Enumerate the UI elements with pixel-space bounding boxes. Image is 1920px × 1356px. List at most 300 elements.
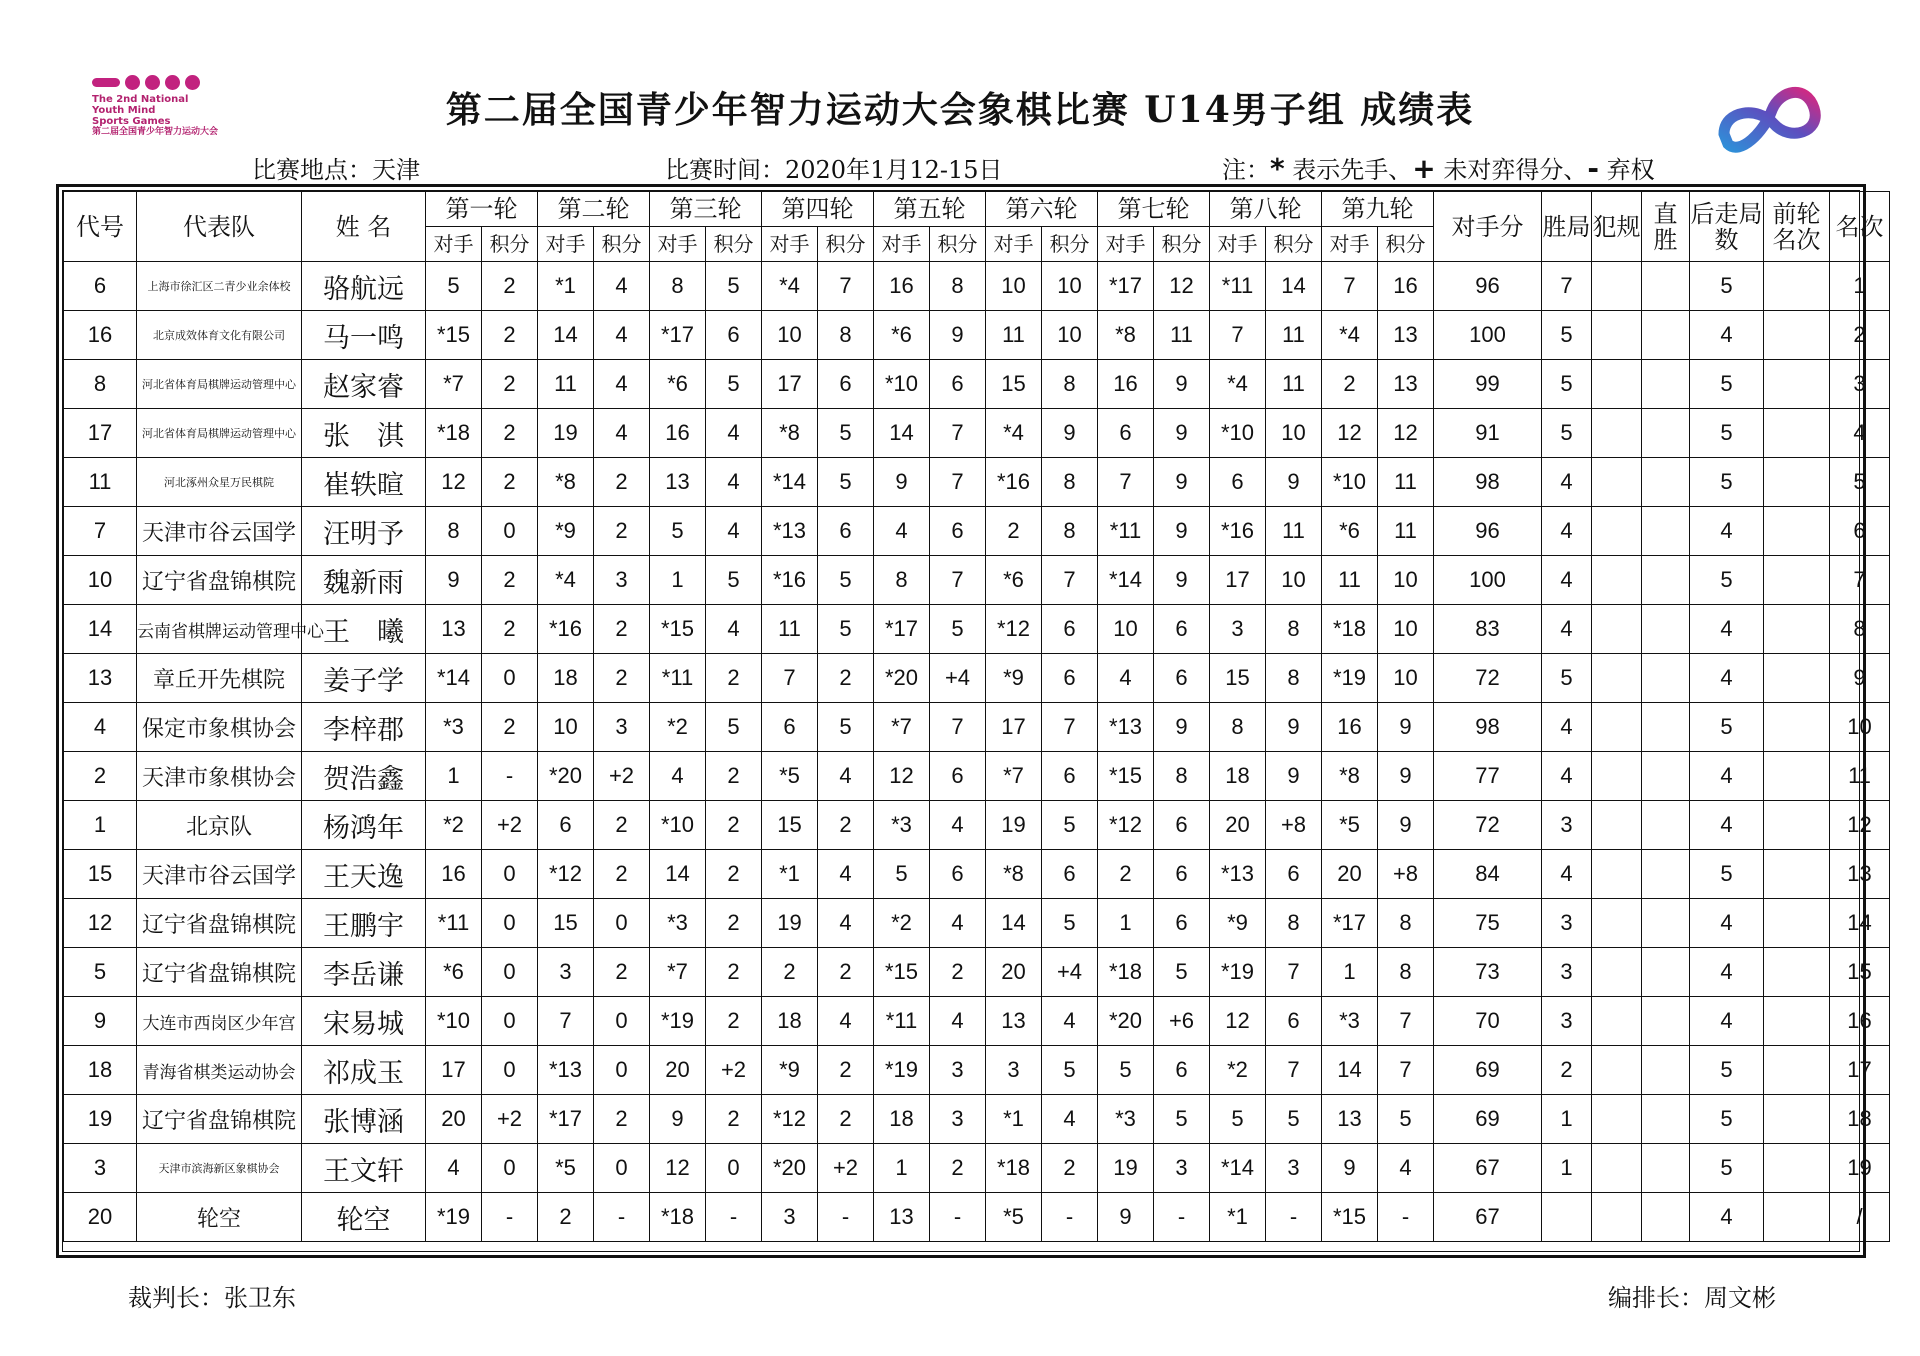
- round-points: 5: [1266, 1095, 1322, 1144]
- round-opponent: 8: [1210, 703, 1266, 752]
- round-points: 14: [1266, 262, 1322, 311]
- round-opponent: 9: [1322, 1144, 1378, 1193]
- foul-count: [1592, 507, 1642, 556]
- team-name: 大连市西岗区少年宫: [137, 997, 302, 1046]
- round-opponent: 4: [1098, 654, 1154, 703]
- round-opponent: 8: [650, 262, 706, 311]
- col-code-header: 代号: [64, 192, 137, 262]
- player-name: 杨鸿年: [302, 801, 426, 850]
- round-opponent: 20: [1210, 801, 1266, 850]
- round-points: 5: [818, 605, 874, 654]
- round-header: 第八轮: [1210, 192, 1322, 227]
- round-points: 2: [930, 948, 986, 997]
- previous-rank: [1764, 801, 1830, 850]
- opponent-score: 69: [1434, 1095, 1542, 1144]
- round-opponent: *3: [426, 703, 482, 752]
- table-row: [64, 948, 1890, 997]
- round-points: 9: [1266, 458, 1322, 507]
- opponent-score: 98: [1434, 703, 1542, 752]
- round-points: 9: [1154, 703, 1210, 752]
- round-points: 2: [594, 458, 650, 507]
- final-rank: 2: [1830, 311, 1890, 360]
- wins-count: 4: [1542, 556, 1592, 605]
- round-points: 2: [594, 605, 650, 654]
- round-points: 9: [1042, 409, 1098, 458]
- col-rank-header: 名次: [1830, 192, 1890, 262]
- table-row: [64, 654, 1890, 703]
- direct-wins: [1642, 458, 1690, 507]
- round-points: 8: [1266, 605, 1322, 654]
- round-points: 2: [594, 654, 650, 703]
- second-move-count: 4: [1690, 507, 1764, 556]
- round-points: 5: [818, 703, 874, 752]
- opponent-score: 96: [1434, 507, 1542, 556]
- round-opponent: *16: [762, 556, 818, 605]
- round-points: 8: [1378, 948, 1434, 997]
- round-opponent: 5: [1098, 1046, 1154, 1095]
- direct-wins: [1642, 409, 1690, 458]
- round-points: 2: [594, 801, 650, 850]
- round-points: 11: [1154, 311, 1210, 360]
- round-points: 2: [594, 507, 650, 556]
- logo-cn: 第二届全国青少年智力运动大会: [92, 127, 219, 137]
- round-opponent: 1: [426, 752, 482, 801]
- round-points: 4: [930, 899, 986, 948]
- round-opponent: *18: [426, 409, 482, 458]
- round-points: 6: [1154, 899, 1210, 948]
- round-opponent: 5: [1210, 1095, 1266, 1144]
- table-row: [64, 899, 1890, 948]
- round-points: 10: [1378, 605, 1434, 654]
- round-opponent: 12: [1210, 997, 1266, 1046]
- round-opponent: 16: [1098, 360, 1154, 409]
- table-row: [64, 458, 1890, 507]
- round-points: 9: [1266, 752, 1322, 801]
- round-points: -: [1266, 1193, 1322, 1242]
- second-move-count: 5: [1690, 556, 1764, 605]
- player-name: 骆航远: [302, 262, 426, 311]
- round-opponent: 7: [1322, 262, 1378, 311]
- round-points: -: [1154, 1193, 1210, 1242]
- round-opponent: *14: [426, 654, 482, 703]
- round-points: 2: [706, 899, 762, 948]
- round-opponent: 19: [538, 409, 594, 458]
- round-points: 4: [594, 262, 650, 311]
- round-opponent: 5: [650, 507, 706, 556]
- team-name: 河北省体育局棋牌运动管理中心: [137, 409, 302, 458]
- direct-wins: [1642, 507, 1690, 556]
- points-subheader: 积分: [706, 227, 762, 262]
- round-points: 2: [482, 360, 538, 409]
- round-points: 12: [1378, 409, 1434, 458]
- foul-count: [1592, 409, 1642, 458]
- round-opponent: 18: [874, 1095, 930, 1144]
- round-points: 2: [706, 1095, 762, 1144]
- round-points: +8: [1378, 850, 1434, 899]
- round-points: 10: [1042, 262, 1098, 311]
- round-opponent: *19: [874, 1046, 930, 1095]
- foul-count: [1592, 360, 1642, 409]
- round-points: 2: [594, 850, 650, 899]
- round-opponent: *11: [1098, 507, 1154, 556]
- round-opponent: *3: [874, 801, 930, 850]
- player-name: 魏新雨: [302, 556, 426, 605]
- round-points: 6: [706, 311, 762, 360]
- round-points: 11: [1266, 360, 1322, 409]
- player-code: 20: [64, 1193, 137, 1242]
- foul-count: [1592, 703, 1642, 752]
- star-symbol: *: [1270, 152, 1285, 185]
- round-opponent: *8: [986, 850, 1042, 899]
- round-opponent: 12: [874, 752, 930, 801]
- match-time: 比赛时间：2020年1月12-15日: [665, 156, 1003, 184]
- round-points: 6: [1042, 850, 1098, 899]
- final-rank: 18: [1830, 1095, 1890, 1144]
- round-opponent: 2: [1098, 850, 1154, 899]
- round-points: 2: [594, 948, 650, 997]
- final-rank: 8: [1830, 605, 1890, 654]
- round-points: 5: [706, 556, 762, 605]
- round-header: 第四轮: [762, 192, 874, 227]
- player-name: 李岳谦: [302, 948, 426, 997]
- previous-rank: [1764, 262, 1830, 311]
- round-opponent: *1: [538, 262, 594, 311]
- second-move-count: 4: [1690, 1193, 1764, 1242]
- second-move-count: 4: [1690, 801, 1764, 850]
- round-opponent: *4: [762, 262, 818, 311]
- round-opponent: 16: [426, 850, 482, 899]
- round-opponent: *17: [1098, 262, 1154, 311]
- player-name: 张 淇: [302, 409, 426, 458]
- opponent-subheader: 对手: [986, 227, 1042, 262]
- round-opponent: *16: [986, 458, 1042, 507]
- player-code: 13: [64, 654, 137, 703]
- team-name: 河北涿州众星万民棋院: [137, 458, 302, 507]
- round-opponent: *18: [986, 1144, 1042, 1193]
- player-code: 4: [64, 703, 137, 752]
- second-move-count: 5: [1690, 850, 1764, 899]
- wins-count: 1: [1542, 1095, 1592, 1144]
- round-points: 5: [706, 262, 762, 311]
- round-points: +8: [1266, 801, 1322, 850]
- round-points: 0: [482, 1046, 538, 1095]
- round-opponent: *18: [1098, 948, 1154, 997]
- final-rank: 3: [1830, 360, 1890, 409]
- foul-count: [1592, 654, 1642, 703]
- round-points: 0: [706, 1144, 762, 1193]
- final-rank: 10: [1830, 703, 1890, 752]
- round-points: 6: [930, 507, 986, 556]
- points-subheader: 积分: [1042, 227, 1098, 262]
- team-name: 辽宁省盘锦棋院: [137, 1095, 302, 1144]
- page-title: 第二届全国青少年智力运动大会象棋比赛 U14男子组 成绩表: [445, 89, 1475, 131]
- round-opponent: *10: [426, 997, 482, 1046]
- team-name: 保定市象棋协会: [137, 703, 302, 752]
- round-opponent: 19: [1098, 1144, 1154, 1193]
- round-points: 6: [1154, 654, 1210, 703]
- scheduler: 编排长：周文彬: [1608, 1284, 1776, 1312]
- round-points: 0: [594, 1046, 650, 1095]
- round-points: 8: [930, 262, 986, 311]
- round-points: 4: [594, 360, 650, 409]
- second-move-count: 4: [1690, 899, 1764, 948]
- round-points: 5: [818, 556, 874, 605]
- points-subheader: 积分: [482, 227, 538, 262]
- round-points: 8: [1266, 899, 1322, 948]
- round-points: 2: [706, 752, 762, 801]
- round-points: 11: [1266, 507, 1322, 556]
- round-opponent: *9: [538, 507, 594, 556]
- match-location: 比赛地点：天津: [252, 156, 420, 184]
- round-points: 9: [1154, 507, 1210, 556]
- previous-rank: [1764, 1193, 1830, 1242]
- round-points: 2: [482, 605, 538, 654]
- round-opponent: *17: [874, 605, 930, 654]
- round-opponent: *11: [874, 997, 930, 1046]
- round-opponent: 20: [1322, 850, 1378, 899]
- player-code: 10: [64, 556, 137, 605]
- team-name: 天津市谷云国学: [137, 850, 302, 899]
- table-row: [64, 360, 1890, 409]
- round-opponent: *4: [538, 556, 594, 605]
- round-points: 11: [1378, 507, 1434, 556]
- round-opponent: 4: [426, 1144, 482, 1193]
- round-points: 7: [1266, 948, 1322, 997]
- round-points: 7: [930, 556, 986, 605]
- round-points: +2: [482, 1095, 538, 1144]
- round-points: +4: [930, 654, 986, 703]
- second-move-count: 5: [1690, 1095, 1764, 1144]
- player-code: 18: [64, 1046, 137, 1095]
- opponent-subheader: 对手: [1098, 227, 1154, 262]
- player-name: 王鹏宇: [302, 899, 426, 948]
- round-opponent: *7: [874, 703, 930, 752]
- round-points: -: [1378, 1193, 1434, 1242]
- round-opponent: 7: [538, 997, 594, 1046]
- round-opponent: 8: [426, 507, 482, 556]
- round-points: 7: [818, 262, 874, 311]
- team-name: 河北省体育局棋牌运动管理中心: [137, 360, 302, 409]
- direct-wins: [1642, 556, 1690, 605]
- round-points: 6: [818, 360, 874, 409]
- round-opponent: *5: [538, 1144, 594, 1193]
- player-code: 8: [64, 360, 137, 409]
- table-row: [64, 1046, 1890, 1095]
- round-opponent: 14: [1322, 1046, 1378, 1095]
- round-opponent: 8: [874, 556, 930, 605]
- direct-wins: [1642, 1046, 1690, 1095]
- round-opponent: 17: [426, 1046, 482, 1095]
- previous-rank: [1764, 458, 1830, 507]
- round-opponent: 11: [762, 605, 818, 654]
- player-code: 5: [64, 948, 137, 997]
- round-opponent: *20: [538, 752, 594, 801]
- wins-count: 5: [1542, 311, 1592, 360]
- round-points: 6: [930, 850, 986, 899]
- player-name: 赵家睿: [302, 360, 426, 409]
- round-points: 7: [930, 703, 986, 752]
- opponent-score: 100: [1434, 311, 1542, 360]
- points-subheader: 积分: [818, 227, 874, 262]
- round-points: 0: [482, 948, 538, 997]
- player-name: 姜子学: [302, 654, 426, 703]
- round-header: 第六轮: [986, 192, 1098, 227]
- round-opponent: *2: [874, 899, 930, 948]
- round-points: 9: [1378, 752, 1434, 801]
- round-points: 5: [930, 605, 986, 654]
- round-opponent: *8: [762, 409, 818, 458]
- round-points: 0: [482, 850, 538, 899]
- player-name: 崔轶暄: [302, 458, 426, 507]
- round-opponent: 6: [762, 703, 818, 752]
- player-name: 贺浩鑫: [302, 752, 426, 801]
- round-opponent: 7: [1210, 311, 1266, 360]
- round-points: 6: [1266, 850, 1322, 899]
- round-points: 4: [818, 752, 874, 801]
- round-points: 2: [706, 850, 762, 899]
- round-opponent: 12: [650, 1144, 706, 1193]
- foul-count: [1592, 262, 1642, 311]
- previous-rank: [1764, 360, 1830, 409]
- round-points: 2: [818, 654, 874, 703]
- round-points: 0: [482, 899, 538, 948]
- round-opponent: *1: [986, 1095, 1042, 1144]
- round-points: 2: [818, 801, 874, 850]
- second-move-count: 4: [1690, 997, 1764, 1046]
- player-name: 宋易城: [302, 997, 426, 1046]
- round-opponent: 15: [986, 360, 1042, 409]
- team-name: 辽宁省盘锦棋院: [137, 948, 302, 997]
- round-opponent: *2: [650, 703, 706, 752]
- round-points: 6: [930, 752, 986, 801]
- previous-rank: [1764, 1144, 1830, 1193]
- round-points: 2: [706, 997, 762, 1046]
- round-points: 6: [1154, 605, 1210, 654]
- round-opponent: *12: [1098, 801, 1154, 850]
- opponent-score: 77: [1434, 752, 1542, 801]
- table-row: [64, 311, 1890, 360]
- round-points: 2: [482, 703, 538, 752]
- round-points: 4: [930, 801, 986, 850]
- final-rank: /: [1830, 1193, 1890, 1242]
- round-opponent: 2: [1322, 360, 1378, 409]
- round-opponent: *5: [762, 752, 818, 801]
- previous-rank: [1764, 752, 1830, 801]
- wins-count: 4: [1542, 507, 1592, 556]
- opponent-score: 67: [1434, 1144, 1542, 1193]
- team-name: 青海省棋类运动协会: [137, 1046, 302, 1095]
- round-points: 0: [482, 507, 538, 556]
- round-opponent: *6: [986, 556, 1042, 605]
- final-rank: 14: [1830, 899, 1890, 948]
- round-points: 5: [706, 703, 762, 752]
- points-subheader: 积分: [930, 227, 986, 262]
- table-row: [64, 1144, 1890, 1193]
- round-opponent: *19: [650, 997, 706, 1046]
- foul-count: [1592, 311, 1642, 360]
- col-opp-score-header: 对手分: [1434, 192, 1542, 262]
- round-opponent: 4: [650, 752, 706, 801]
- second-move-count: 4: [1690, 948, 1764, 997]
- round-opponent: 19: [762, 899, 818, 948]
- round-opponent: 20: [426, 1095, 482, 1144]
- player-code: 9: [64, 997, 137, 1046]
- round-points: 5: [1154, 1095, 1210, 1144]
- player-code: 15: [64, 850, 137, 899]
- round-opponent: 7: [762, 654, 818, 703]
- col-team-header: 代表队: [137, 192, 302, 262]
- team-name: 北京队: [137, 801, 302, 850]
- round-points: 5: [1042, 899, 1098, 948]
- col-wins-header: 胜局: [1542, 192, 1592, 262]
- round-opponent: *10: [1322, 458, 1378, 507]
- opponent-subheader: 对手: [650, 227, 706, 262]
- round-points: 0: [594, 997, 650, 1046]
- round-points: 5: [1378, 1095, 1434, 1144]
- round-opponent: *6: [426, 948, 482, 997]
- team-name: 章丘开先棋院: [137, 654, 302, 703]
- table-row: [64, 752, 1890, 801]
- second-move-count: 4: [1690, 311, 1764, 360]
- opponent-score: 83: [1434, 605, 1542, 654]
- second-move-count: 5: [1690, 1046, 1764, 1095]
- round-opponent: *19: [1210, 948, 1266, 997]
- round-points: 6: [1042, 605, 1098, 654]
- final-rank: 13: [1830, 850, 1890, 899]
- round-points: 2: [818, 1046, 874, 1095]
- round-opponent: *6: [650, 360, 706, 409]
- round-opponent: *12: [762, 1095, 818, 1144]
- round-points: 9: [1378, 703, 1434, 752]
- round-points: +6: [1154, 997, 1210, 1046]
- round-opponent: 4: [874, 507, 930, 556]
- opponent-score: 84: [1434, 850, 1542, 899]
- table-row: [64, 1095, 1890, 1144]
- second-move-count: 4: [1690, 654, 1764, 703]
- round-points: 9: [1266, 703, 1322, 752]
- round-points: 3: [594, 703, 650, 752]
- opponent-subheader: 对手: [1210, 227, 1266, 262]
- round-points: 8: [1042, 507, 1098, 556]
- round-opponent: 18: [538, 654, 594, 703]
- player-name: 轮空: [302, 1193, 426, 1242]
- round-opponent: *1: [762, 850, 818, 899]
- wins-count: 5: [1542, 409, 1592, 458]
- round-header: 第五轮: [874, 192, 986, 227]
- round-opponent: *7: [426, 360, 482, 409]
- round-points: 11: [1378, 458, 1434, 507]
- opponent-score: 70: [1434, 997, 1542, 1046]
- direct-wins: [1642, 605, 1690, 654]
- round-opponent: *8: [1322, 752, 1378, 801]
- round-opponent: 3: [986, 1046, 1042, 1095]
- round-opponent: *6: [1322, 507, 1378, 556]
- final-rank: 12: [1830, 801, 1890, 850]
- round-opponent: 1: [1322, 948, 1378, 997]
- wins-count: 3: [1542, 948, 1592, 997]
- player-code: 19: [64, 1095, 137, 1144]
- round-opponent: *4: [1210, 360, 1266, 409]
- round-points: +2: [482, 801, 538, 850]
- round-points: 0: [482, 654, 538, 703]
- player-name: 王天逸: [302, 850, 426, 899]
- opponent-score: 100: [1434, 556, 1542, 605]
- round-opponent: 5: [426, 262, 482, 311]
- round-points: 4: [594, 409, 650, 458]
- table-row: [64, 605, 1890, 654]
- team-name: 天津市滨海新区象棋协会: [137, 1144, 302, 1193]
- direct-wins: [1642, 850, 1690, 899]
